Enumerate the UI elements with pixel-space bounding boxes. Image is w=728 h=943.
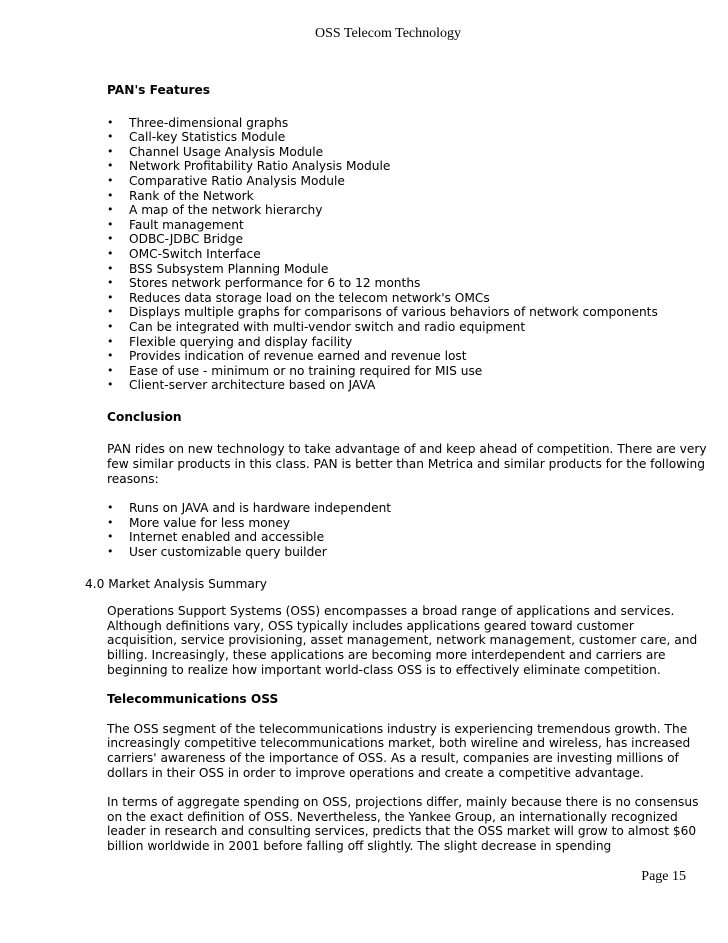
list-item-text: Flexible querying and display facility — [129, 334, 353, 349]
list-item-text: Displays multiple graphs for comparisons of various behaviors of network components — [129, 305, 658, 320]
list-item — [107, 247, 707, 262]
bullet-icon: • — [107, 232, 114, 246]
list-item — [107, 320, 707, 335]
bullet-icon: • — [107, 217, 114, 231]
list-item — [107, 335, 707, 350]
bullet-icon: • — [107, 363, 114, 377]
conclusion-paragraph: PAN rides on new technology to take advantage of and keep ahead of competition. There are very few similar products in this class. PAN is better than Metrica and similar products for the following reasons: — [107, 442, 707, 486]
bullet-icon: • — [107, 203, 114, 217]
bullet-icon: • — [107, 115, 114, 129]
list-item — [107, 145, 707, 160]
market-paragraph: Operations Support Systems (OSS) encompasses a broad range of applications and services. Although definitions vary, OSS typically includes applications geared toward customer acquisition, service provisioning, asset management, network management, customer care, and billing. Increasingly, these applications are becoming more interdependent and carriers are beginning to realize how important world-class OSS is to effectively eliminate competition. — [107, 604, 698, 677]
list-item-text: User customizable query builder — [129, 545, 327, 560]
list-item — [107, 203, 707, 218]
list-item — [107, 262, 707, 277]
list-item-text: Network Profitability Ratio Analysis Module — [129, 159, 391, 174]
list-item-text: Internet enabled and accessible — [129, 530, 325, 545]
list-item-text: Channel Usage Analysis Module — [129, 144, 324, 159]
list-item-text: Stores network performance for 6 to 12 months — [129, 276, 421, 291]
list-item — [107, 378, 707, 393]
features-heading: PAN's Features — [107, 83, 211, 97]
bullet-icon: • — [107, 261, 114, 275]
list-item — [107, 218, 707, 233]
bullet-icon: • — [107, 349, 114, 363]
bullet-icon: • — [107, 130, 114, 144]
list-item — [107, 516, 707, 531]
list-item-text: Can be integrated with multi-vendor switch and radio equipment — [129, 319, 526, 334]
list-item — [107, 291, 707, 306]
list-item-text: Fault management — [129, 217, 244, 232]
bullet-icon: • — [107, 173, 114, 187]
list-item-text: Comparative Ratio Analysis Module — [129, 173, 345, 188]
list-item — [107, 116, 707, 131]
list-item-text: BSS Subsystem Planning Module — [129, 261, 329, 276]
telecom-oss-heading: Telecommunications OSS — [107, 692, 279, 707]
bullet-icon: • — [107, 515, 114, 529]
list-item-text: Provides indication of revenue earned and revenue lost — [129, 349, 467, 364]
list-item — [107, 232, 707, 247]
bullet-icon: • — [107, 501, 114, 515]
list-item — [107, 501, 707, 516]
bullet-icon: • — [107, 159, 114, 173]
page-number: Page 15 — [641, 869, 686, 884]
bullet-icon: • — [107, 334, 114, 348]
list-item-text: Call-key Statistics Module — [129, 130, 286, 145]
list-item — [107, 130, 707, 145]
bullet-icon: • — [107, 144, 114, 158]
list-item — [107, 189, 707, 204]
list-item-text: Runs on JAVA and is hardware independent — [129, 501, 392, 516]
list-item-text: Three-dimensional graphs — [129, 115, 289, 130]
section-title-market-analysis: 4.0 Market Analysis Summary — [85, 576, 268, 591]
telecom-paragraph-1: The OSS segment of the telecommunications industry is experiencing tremendous growth. The increasingly competitive telecommunications market, both wireline and wireless, has increased carriers' awareness of the importance of OSS. As a result, companies are investing millions of dollars in their OSS in order to improve operations and create a competitive advantage. — [107, 721, 691, 780]
bullet-icon: • — [107, 276, 114, 290]
bullet-icon: • — [107, 319, 114, 333]
bullet-icon: • — [107, 246, 114, 260]
list-item — [107, 276, 707, 291]
conclusion-list — [107, 501, 707, 559]
list-item-text: More value for less money — [129, 515, 291, 530]
document-body — [85, 83, 707, 869]
page-header: OSS Telecom Technology — [314, 26, 462, 41]
bullet-icon: • — [107, 530, 114, 544]
list-item-text: Client-server architecture based on JAVA — [129, 378, 376, 393]
list-item — [107, 364, 707, 379]
list-item-text: Rank of the Network — [129, 188, 254, 203]
list-item-text: OMC-Switch Interface — [129, 246, 261, 261]
list-item-text: ODBC-JDBC Bridge — [129, 232, 243, 247]
conclusion-heading: Conclusion — [107, 409, 182, 424]
bullet-icon: • — [107, 305, 114, 319]
list-item-text: Ease of use - minimum or no training required for MIS use — [129, 363, 483, 378]
list-item — [107, 174, 707, 189]
list-item-text: A map of the network hierarchy — [129, 203, 323, 218]
list-item — [107, 545, 707, 560]
bullet-icon: • — [107, 188, 114, 202]
bullet-icon: • — [107, 545, 114, 559]
list-item — [107, 530, 707, 545]
list-item — [107, 305, 707, 320]
bullet-icon: • — [107, 290, 114, 304]
list-item — [107, 349, 707, 364]
list-item — [107, 159, 707, 174]
features-list — [107, 116, 707, 393]
bullet-icon: • — [107, 378, 114, 392]
telecom-paragraph-2: In terms of aggregate spending on OSS, projections differ, mainly because there is no consensus on the exact definition of OSS. Nevertheless, the Yankee Group, an internationally recognized leader in research and consulting services, predicts that the OSS market will grow to almost $60 billion worldwide in 2001 before falling off slightly. The slight decrease in spending — [107, 795, 699, 853]
list-item-text: Reduces data storage load on the telecom network's OMCs — [129, 290, 490, 305]
